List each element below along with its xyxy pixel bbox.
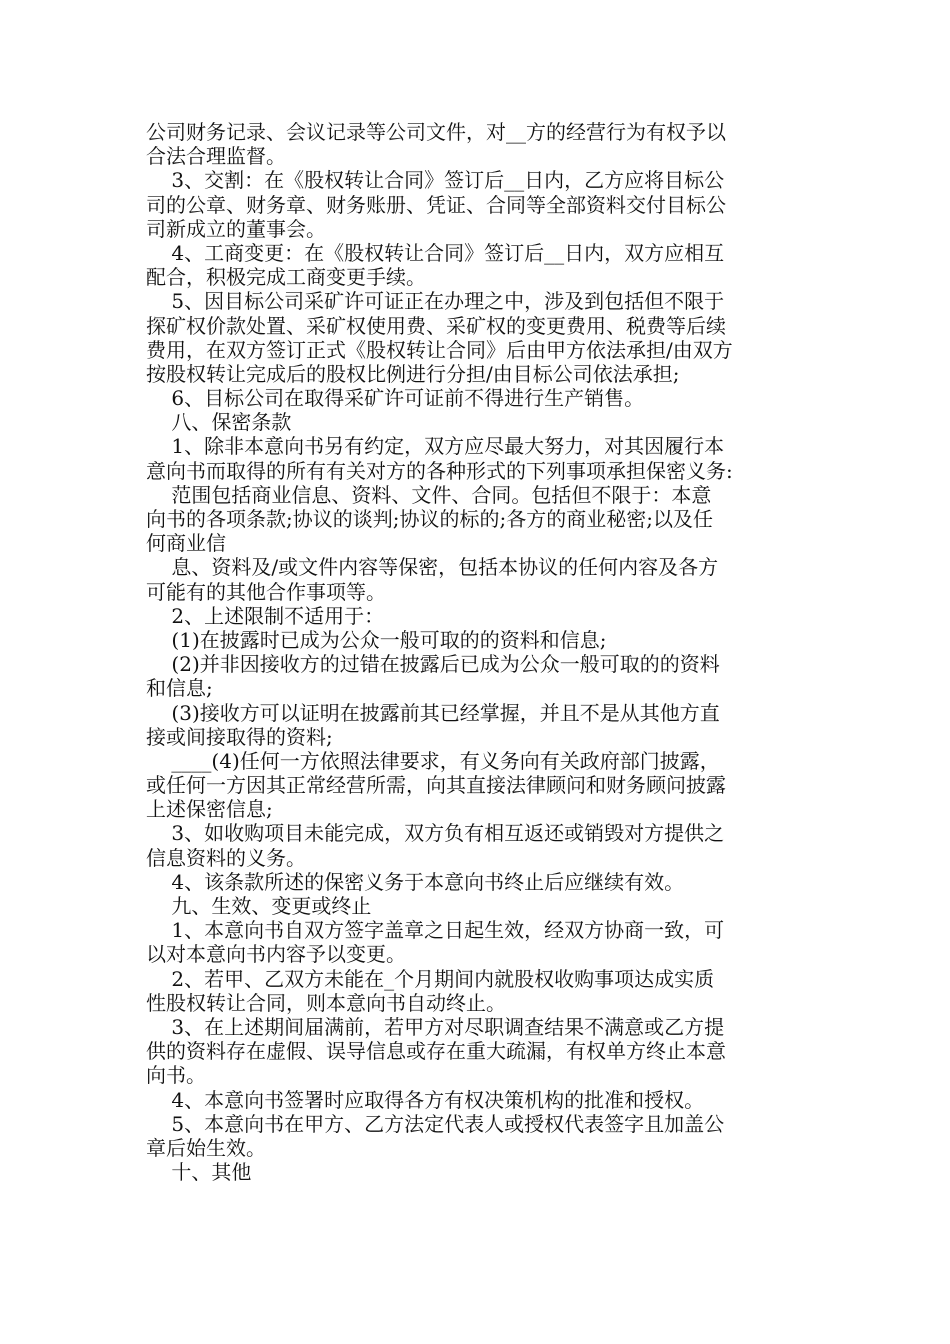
text-line: 2、上述限制不适用于： xyxy=(146,603,385,628)
text-line: 司的公章、财务章、财务账册、凭证、合同等全部资料交付目标公 xyxy=(146,192,726,217)
text-line: 1、除非本意向书另有约定，双方应尽最大努力，对其因履行本 xyxy=(146,434,725,459)
text-line: 合法合理监督。 xyxy=(146,144,286,169)
text-line: 6、目标公司在取得采矿许可证前不得进行生产销售。 xyxy=(146,386,645,411)
text-line: 向书。 xyxy=(146,1063,206,1088)
text-line: 2、若甲、乙双方未能在_个月期间内就股权收购事项达成实质 xyxy=(146,966,715,991)
text-line: 公司财务记录、会议记录等公司文件，对__方的经营行为有权予以 xyxy=(146,120,726,144)
section-heading: 九、生效、变更或终止 xyxy=(146,894,372,918)
text-line: 性股权转让合同，则本意向书自动终止。 xyxy=(146,990,506,1015)
section-heading: 十、其他 xyxy=(146,1160,252,1185)
text-line: 或任何一方因其正常经营所需，向其直接法律顾问和财务顾问披露 xyxy=(146,773,726,798)
text-line: 4、该条款所述的保密义务于本意向书终止后应继续有效。 xyxy=(146,869,685,894)
text-line: 意向书而取得的所有有关对方的各种形式的下列事项承担保密义务: xyxy=(146,458,733,483)
text-line: 司新成立的董事会。 xyxy=(146,216,326,241)
text-line: ____(4)任何一方依照法律要求，有义务向有关政府部门披露， xyxy=(146,748,720,773)
text-line: 5、本意向书在甲方、乙方法定代表人或授权代表签字且加盖公 xyxy=(146,1111,725,1136)
text-line: 费用，在双方签订正式《股权转让合同》后由甲方依法承担/由双方 xyxy=(146,337,733,362)
text-line: 息、资料及/或文件内容等保密，包括本协议的任何内容及各方 xyxy=(146,555,719,580)
text-line: 3、如收购项目未能完成，双方负有相互返还或销毁对方提供之 xyxy=(146,821,725,846)
section-heading: 八、保密条款 xyxy=(146,410,292,435)
text-line: 上述保密信息; xyxy=(146,797,273,822)
text-line: (2)并非因接收方的过错在披露后已成为公众一般可取的的资料 xyxy=(146,652,720,677)
text-line: 按股权转让完成后的股权比例进行分担/由目标公司依法承担; xyxy=(146,361,680,386)
text-line: 配合，积极完成工商变更手续。 xyxy=(146,265,426,290)
text-line: 可能有的其他合作事项等。 xyxy=(146,579,386,604)
text-line: 5、因目标公司采矿许可证正在办理之中，涉及到包括但不限于 xyxy=(146,289,725,314)
text-line: 4、工商变更：在《股权转让合同》签订后__日内，双方应相互 xyxy=(146,240,725,265)
text-line: 接或间接取得的资料; xyxy=(146,724,333,749)
text-line: 信息资料的义务。 xyxy=(146,845,306,870)
document-body xyxy=(146,120,810,1184)
text-line: 章后始生效。 xyxy=(146,1135,266,1160)
text-line: 向书的各项条款;协议的谈判;协议的标的;各方的商业秘密;以及任 xyxy=(146,507,713,531)
text-line: (1)在披露时已成为公众一般可取的的资料和信息; xyxy=(146,627,607,652)
text-line: 探矿权价款处置、采矿权使用费、采矿权的变更费用、税费等后续 xyxy=(146,313,726,338)
text-line: (3)接收方可以证明在披露前其已经掌握，并且不是从其他方直 xyxy=(146,700,720,725)
text-line: 3、在上述期间届满前，若甲方对尽职调查结果不满意或乙方提 xyxy=(146,1014,725,1039)
text-line: 何商业信 xyxy=(146,531,226,556)
text-line: 4、本意向书签署时应取得各方有权决策机构的批准和授权。 xyxy=(146,1087,705,1112)
text-line: 和信息; xyxy=(146,676,213,701)
text-line: 供的资料存在虚假、误导信息或存在重大疏漏，有权单方终止本意 xyxy=(146,1039,726,1064)
text-line: 以对本意向书内容予以变更。 xyxy=(146,942,406,967)
text-line: 范围包括商业信息、资料、文件、合同。包括但不限于：本意 xyxy=(146,482,712,507)
text-line: 3、交割：在《股权转让合同》签订后__日内，乙方应将目标公 xyxy=(146,168,725,193)
text-line: 1、本意向书自双方签字盖章之日起生效，经双方协商一致，可 xyxy=(146,918,725,943)
